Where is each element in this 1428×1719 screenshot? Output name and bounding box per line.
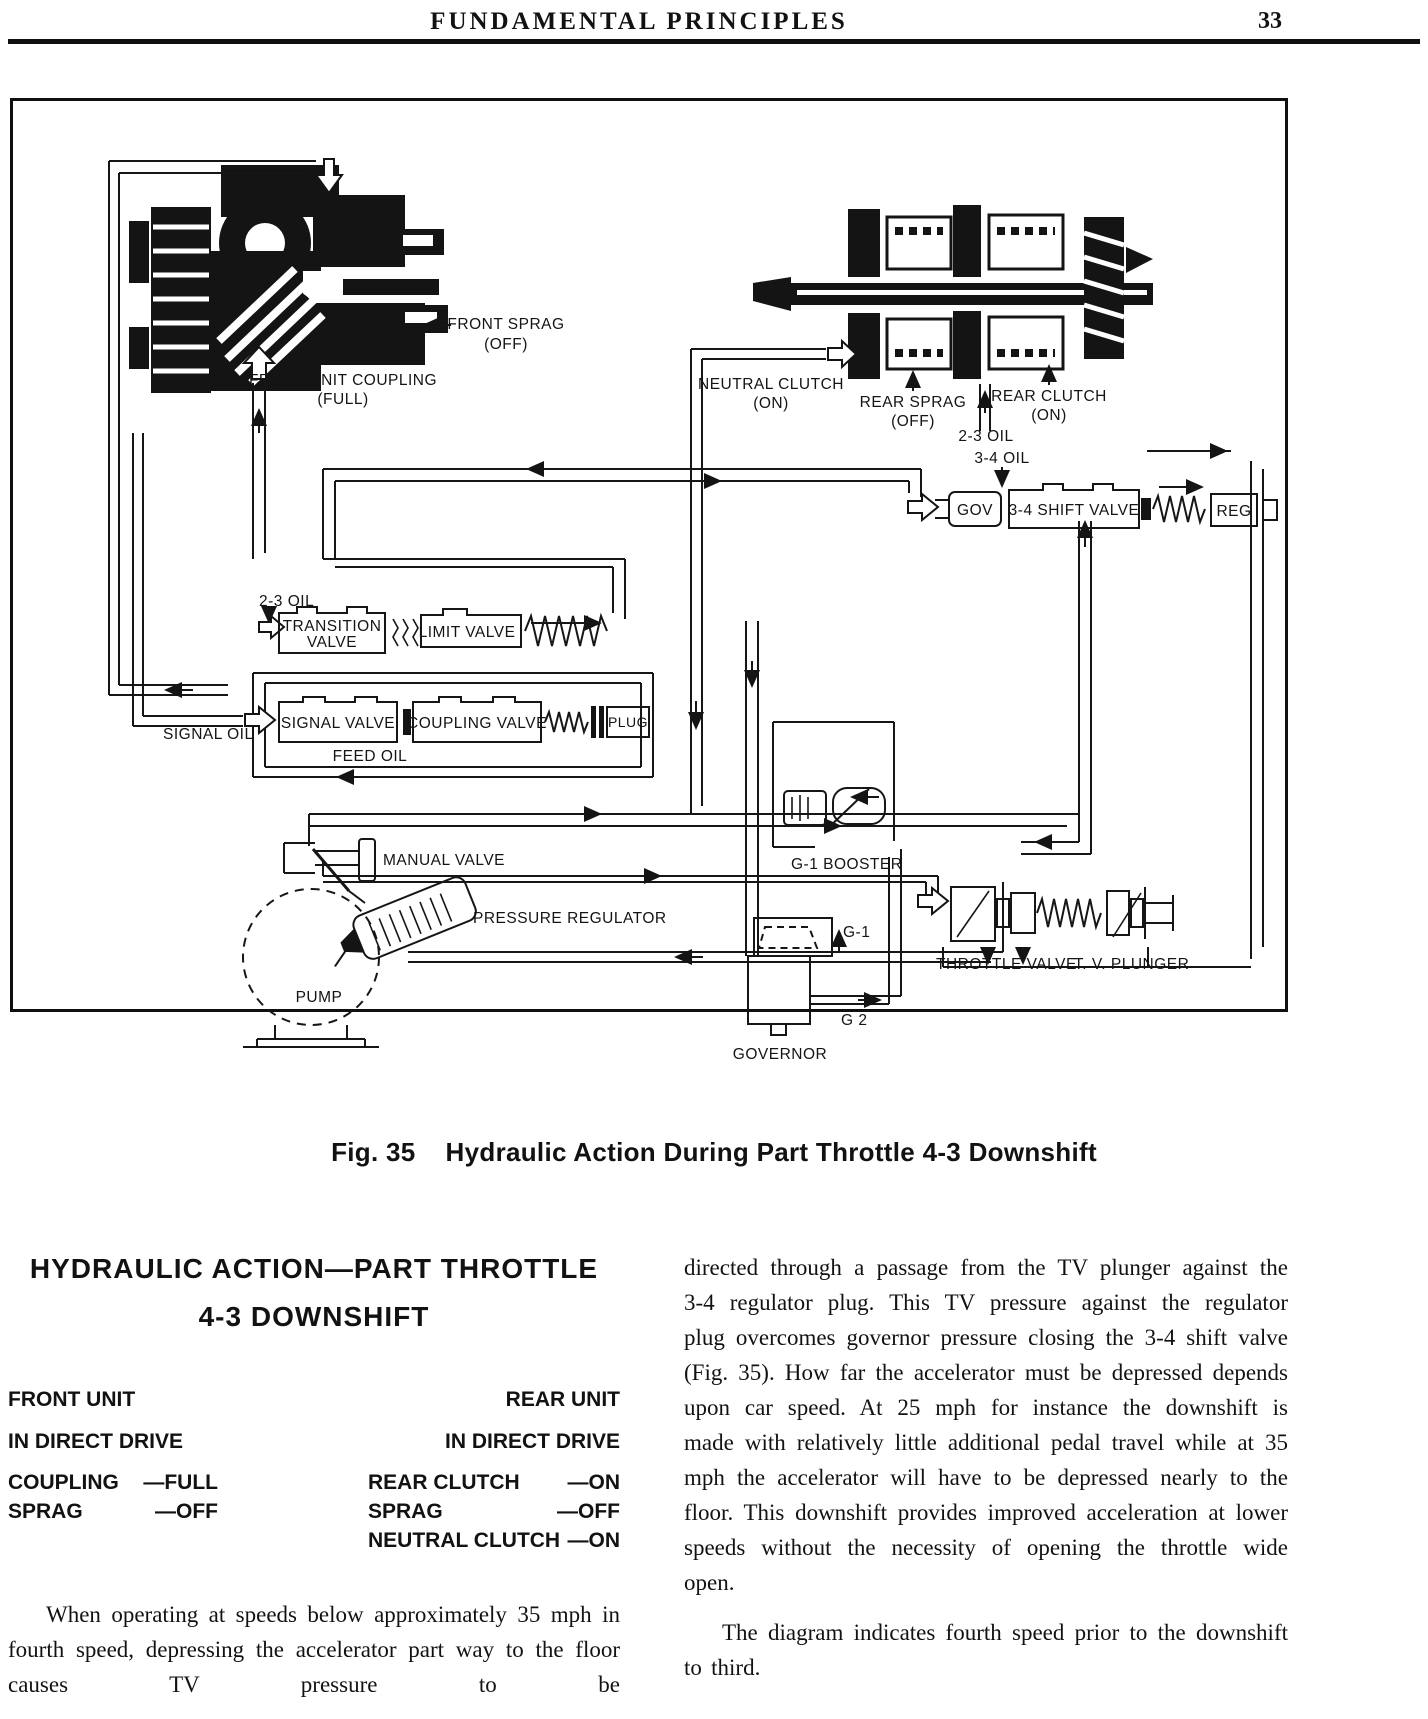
front-unit-title: FRONT UNIT bbox=[8, 1388, 136, 1411]
label-3-4-shift-valve: 3-4 SHIFT VALVE bbox=[1008, 502, 1140, 519]
label-plug: PLUG bbox=[607, 714, 649, 730]
row-value: —FULL bbox=[143, 1471, 218, 1494]
table-row bbox=[368, 1526, 620, 1555]
oil-flow-arrow-into-transition-valve bbox=[259, 616, 284, 638]
manual-valve-assembly bbox=[284, 839, 375, 891]
label-front-sprag-state: (OFF) bbox=[484, 336, 528, 353]
label-3-4-oil: 3-4 OIL bbox=[974, 450, 1030, 467]
row-value: —OFF bbox=[557, 1500, 620, 1523]
label-rear-clutch-state: (ON) bbox=[1031, 407, 1067, 424]
figure-caption bbox=[0, 1137, 1428, 1168]
row-label: SPRAG bbox=[8, 1500, 83, 1523]
figure-caption-label: Fig. 35 bbox=[331, 1137, 416, 1167]
section-heading-line2: 4-3 DOWNSHIFT bbox=[198, 1301, 430, 1332]
rear-unit-block bbox=[368, 1385, 620, 1555]
pump-assembly bbox=[243, 889, 379, 1047]
label-front-unit-coupling-state: (FULL) bbox=[317, 391, 369, 408]
left-column-paragraph: When operating at speeds below approximately 35 mph in fourth speed, depressing the accelerator part way to the floor causes TV pressure to be bbox=[8, 1602, 620, 1697]
right-column bbox=[684, 1250, 1288, 1685]
flow-arrows bbox=[167, 325, 1225, 1000]
figure-caption-text: Hydraulic Action During Part Throttle 4-3 Downshift bbox=[445, 1137, 1097, 1167]
row-label: SPRAG bbox=[368, 1500, 443, 1523]
label-2-3-oil-top: 2-3 OIL bbox=[958, 428, 1014, 445]
table-row bbox=[8, 1468, 218, 1497]
oil-flow-arrow-into-gov bbox=[908, 494, 938, 520]
label-rear-sprag: REAR SPRAG bbox=[859, 394, 967, 411]
label-coupling-valve: COUPLING VALVE bbox=[407, 715, 547, 732]
label-signal-oil: SIGNAL OIL bbox=[163, 726, 254, 743]
page-number: 33 bbox=[1258, 8, 1282, 34]
label-g2: G 2 bbox=[841, 1012, 868, 1029]
page-header-title: FUNDAMENTAL PRINCIPLES bbox=[430, 8, 848, 35]
rear-unit-subtitle: IN DIRECT DRIVE bbox=[444, 1430, 620, 1453]
table-row bbox=[368, 1468, 620, 1497]
left-column bbox=[8, 1245, 620, 1697]
unit-state-table bbox=[8, 1385, 620, 1555]
label-rear-clutch: REAR CLUTCH bbox=[991, 388, 1107, 405]
label-transition-valve-line1: TRANSITION bbox=[282, 618, 382, 635]
label-neutral-clutch-state: (ON) bbox=[753, 395, 789, 412]
oil-flow-arrow-into-throttle-valve bbox=[918, 888, 948, 914]
label-tv-plunger: T. V. PLUNGER bbox=[1074, 956, 1190, 973]
row-value: —ON bbox=[567, 1471, 620, 1494]
section-heading-line1: HYDRAULIC ACTION—PART THROTTLE bbox=[29, 1253, 599, 1284]
label-pump: PUMP bbox=[295, 989, 343, 1006]
table-row bbox=[8, 1497, 218, 1526]
label-manual-valve: MANUAL VALVE bbox=[383, 852, 506, 869]
label-feed-oil: FEED OIL bbox=[332, 748, 408, 765]
rear-unit-cross-section bbox=[753, 205, 1153, 379]
header-rule bbox=[8, 39, 1420, 44]
label-front-unit-coupling: FRONT UNIT COUPLING bbox=[248, 372, 438, 389]
label-rear-sprag-state: (OFF) bbox=[891, 413, 935, 430]
label-throttle-valve: THROTTLE VALVE bbox=[936, 956, 1077, 973]
label-signal-valve: SIGNAL VALVE bbox=[280, 715, 396, 732]
label-governor: GOVERNOR bbox=[732, 1046, 828, 1063]
label-front-sprag: FRONT SPRAG bbox=[447, 316, 565, 333]
label-pressure-regulator: PRESSURE REGULATOR bbox=[473, 910, 667, 927]
right-column-paragraph-1: directed through a passage from the TV plunger against the 3-4 regulator plug. This TV pressure against the regulator plug overcomes governor pressure closing the 3-4 shift valve (Fig. 35). How far the accelerator must be depressed depends upon car speed. At 25 mph for instance the downshift is made with relatively little additional pedal travel while at 35 mph the accelerator will have to be depressed nearly to the floor. This downshift provides improved acceleration at lower speeds without the necessity of opening the throttle wide open. bbox=[684, 1255, 1288, 1595]
table-row bbox=[368, 1497, 620, 1526]
front-unit-cross-section bbox=[129, 159, 448, 393]
label-transition-valve-line2: VALVE bbox=[306, 634, 358, 651]
label-limit-valve: LIMIT VALVE bbox=[418, 624, 516, 641]
governor-assembly bbox=[748, 918, 832, 1035]
front-unit-block bbox=[8, 1385, 218, 1555]
label-g1: G-1 bbox=[843, 924, 871, 941]
right-column-paragraph-2: The diagram indicates fourth speed prior to the downshift to third. bbox=[684, 1620, 1288, 1680]
label-g1-booster: G-1 BOOSTER bbox=[791, 856, 903, 873]
figure-35-diagram bbox=[10, 98, 1288, 1063]
label-2-3-oil-left: 2-3 OIL bbox=[259, 593, 315, 610]
g1-booster-assembly bbox=[784, 788, 885, 831]
pressure-regulator-assembly bbox=[321, 874, 479, 974]
throttle-valve-assembly bbox=[951, 887, 1173, 941]
row-value: —ON bbox=[567, 1529, 620, 1552]
front-unit-subtitle: IN DIRECT DRIVE bbox=[8, 1430, 184, 1453]
label-reg: REG bbox=[1216, 503, 1252, 520]
row-value: —OFF bbox=[155, 1500, 218, 1523]
label-neutral-clutch: NEUTRAL CLUTCH bbox=[698, 376, 844, 393]
row-label: COUPLING bbox=[8, 1471, 119, 1494]
rear-unit-title: REAR UNIT bbox=[505, 1388, 620, 1411]
label-gov: GOV bbox=[957, 502, 993, 519]
row-label: NEUTRAL CLUTCH bbox=[368, 1529, 561, 1552]
row-label: REAR CLUTCH bbox=[368, 1471, 520, 1494]
